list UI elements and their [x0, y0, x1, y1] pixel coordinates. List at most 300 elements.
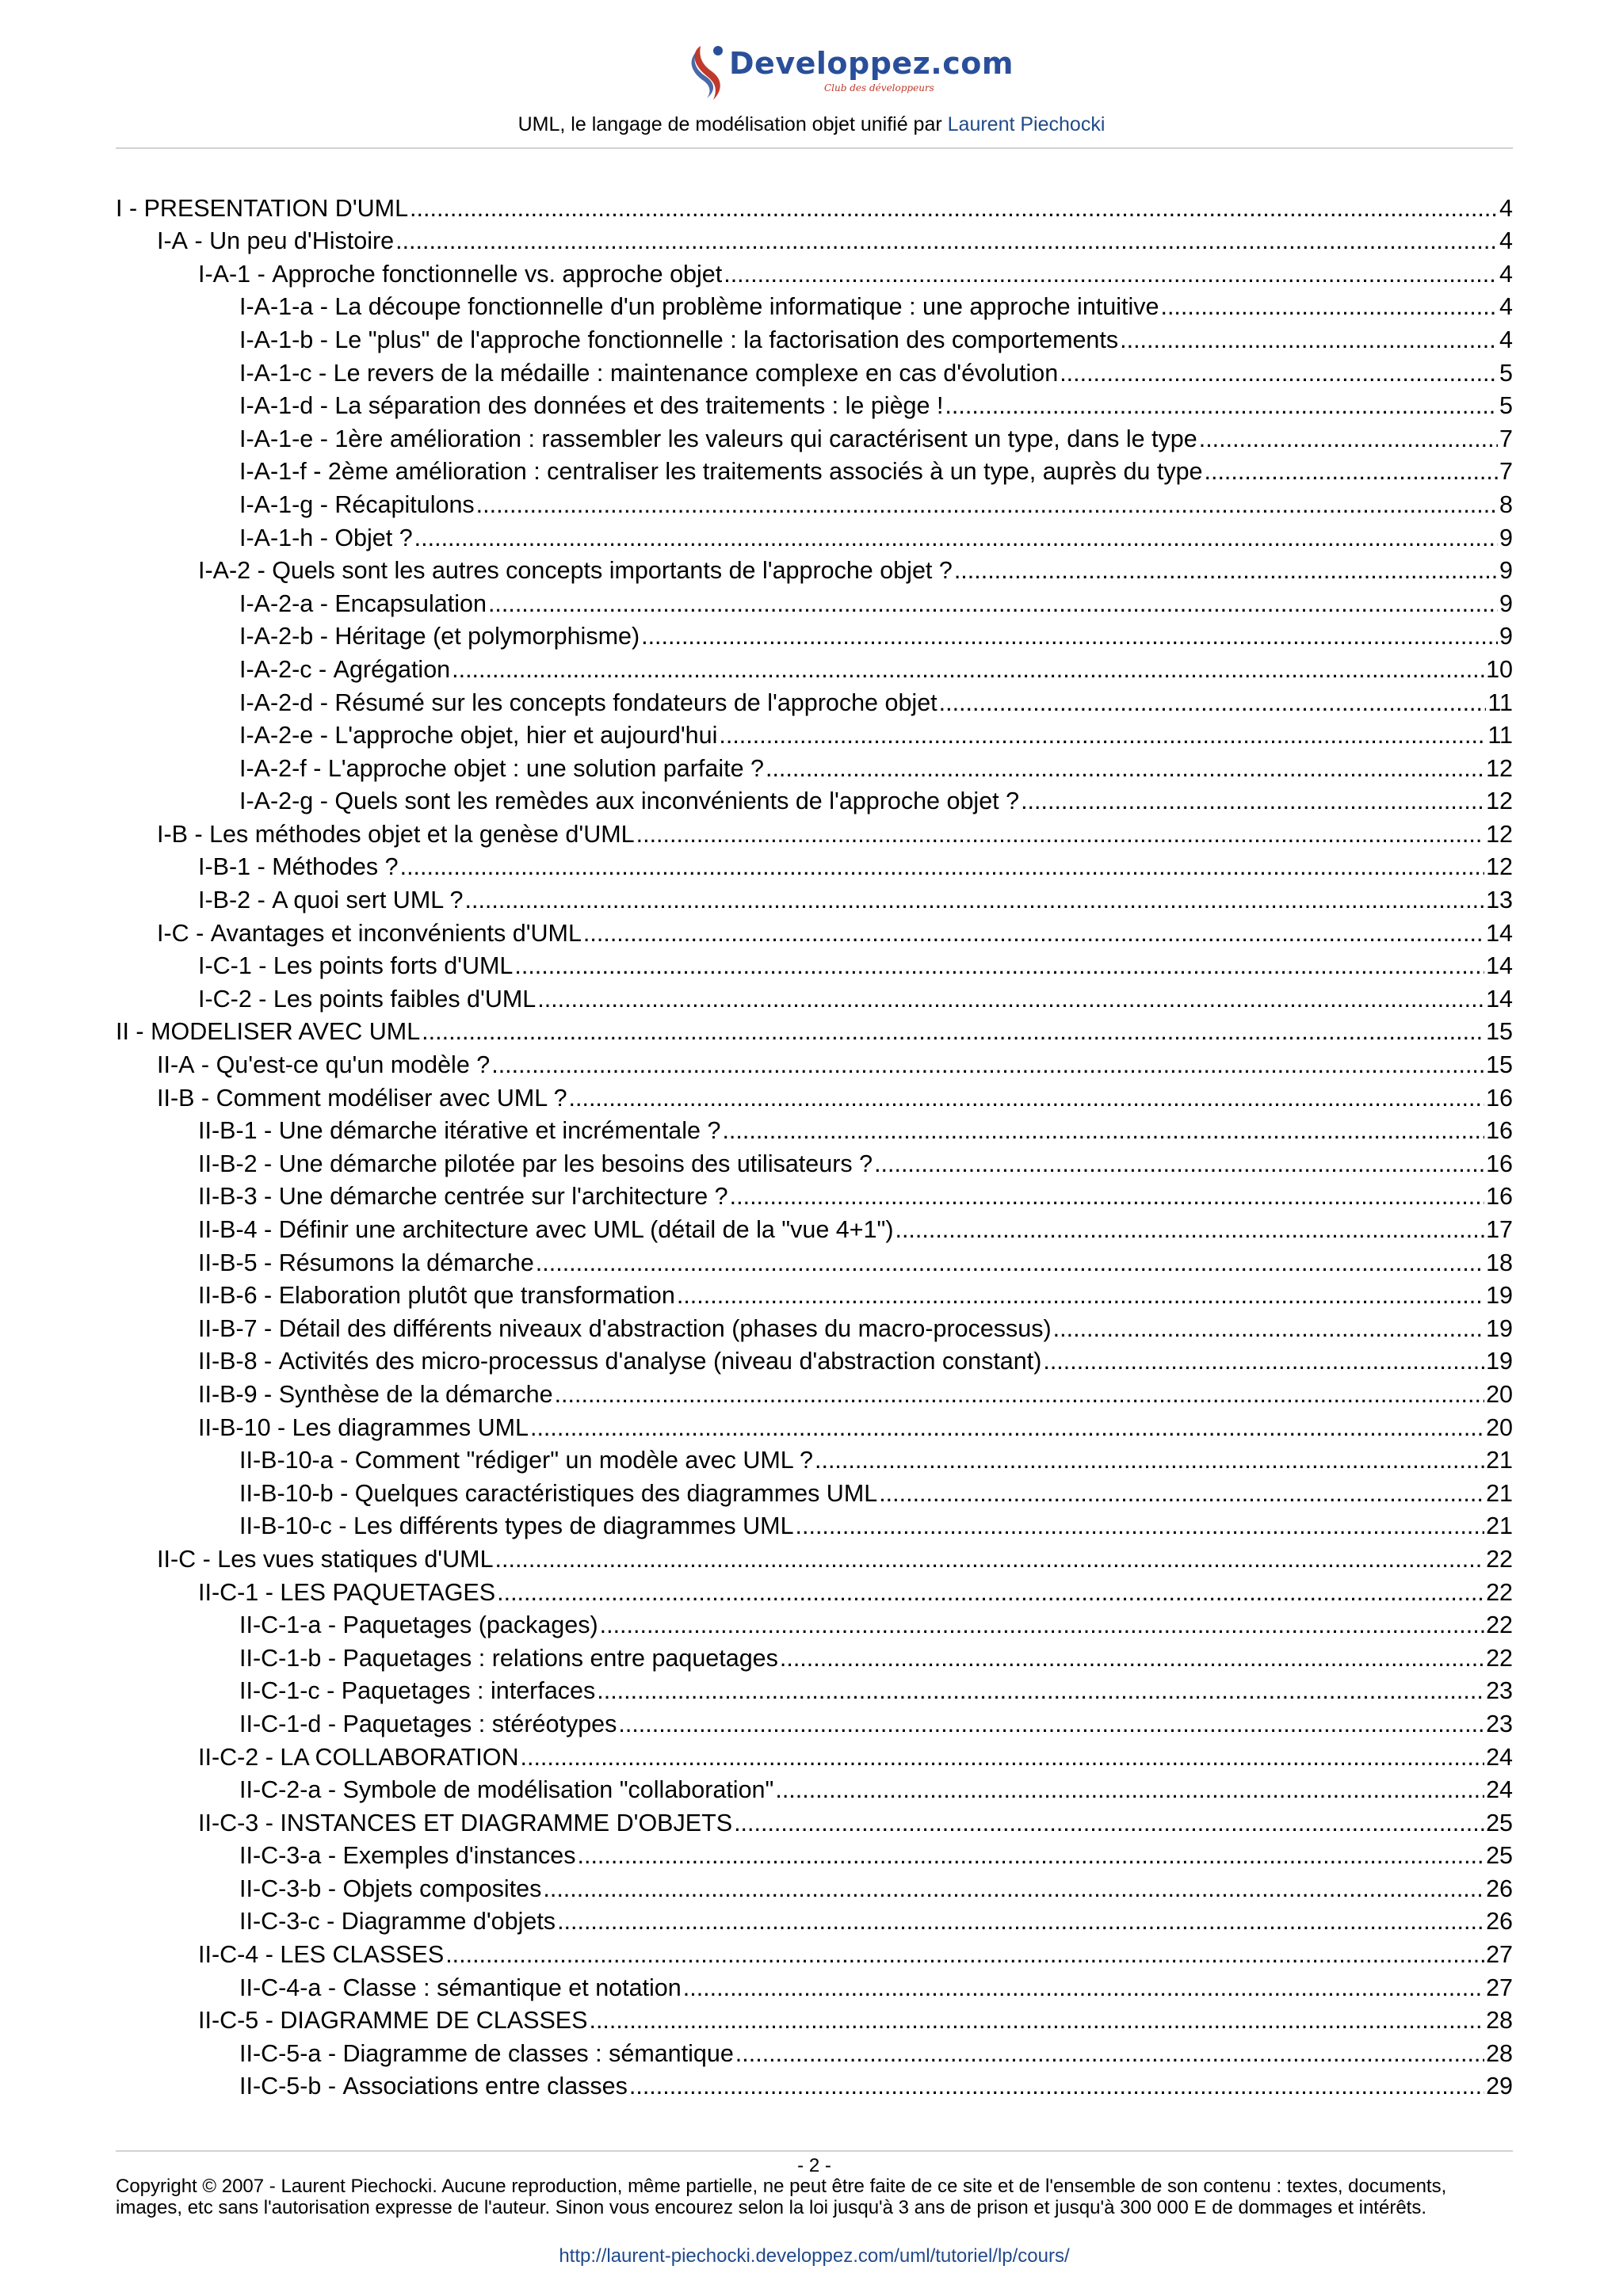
- toc-entry-title: Quelques caractéristiques des diagrammes UML: [354, 1479, 878, 1507]
- toc-dot-leader: [629, 2070, 1484, 2103]
- toc-entry-title: Héritage (et polymorphisme): [334, 623, 640, 650]
- toc-dot-leader: [734, 1807, 1484, 1840]
- toc-dot-leader: [735, 2038, 1484, 2070]
- toc-entry-separator: -: [257, 1183, 279, 1211]
- toc-dot-leader: [491, 1049, 1484, 1081]
- toc-entry-title: Méthodes ?: [272, 853, 399, 881]
- toc-entry[interactable]: [116, 1576, 1513, 1609]
- toc-entry-title: PRESENTATION D'UML: [143, 194, 409, 222]
- toc-entry-number: II-C-5-b: [239, 2073, 322, 2100]
- toc-entry[interactable]: [116, 1840, 1513, 1873]
- toc-entry[interactable]: [116, 917, 1513, 950]
- toc-entry-separator: -: [313, 589, 335, 617]
- toc-entry-title: Les diagrammes UML: [292, 1413, 529, 1441]
- toc-entry-title: Encapsulation: [334, 589, 487, 617]
- toc-entry-number: I-C-1: [198, 952, 252, 980]
- toc-entry-title: Quels sont les remèdes aux inconvénients de l'approche objet ?: [334, 788, 1020, 815]
- header-title-text: UML, le langage de modélisation objet unifié par: [517, 113, 948, 135]
- toc-entry-number: I-A-2-g: [239, 788, 314, 815]
- toc-entry-title: Exemples d'instances: [342, 1842, 576, 1870]
- toc-entry-title: Comment modéliser avec UML ?: [216, 1084, 567, 1112]
- toc-entry[interactable]: [116, 1675, 1513, 1708]
- toc-entry-page: 22: [1486, 1545, 1513, 1573]
- toc-entry[interactable]: [116, 225, 1513, 258]
- toc-dot-leader: [514, 950, 1484, 982]
- toc-entry[interactable]: [116, 291, 1513, 324]
- toc-entry-page: 21: [1486, 1512, 1513, 1540]
- toc-entry-number: II-B: [157, 1084, 195, 1112]
- toc-entry-separator: -: [319, 1908, 342, 1936]
- toc-entry-separator: -: [321, 1974, 343, 2001]
- toc-entry-page: 9: [1499, 557, 1513, 585]
- toc-entry-title: Les méthodes objet et la genèse d'UML: [209, 820, 635, 848]
- toc-entry-title: Diagramme de classes : sémantique: [342, 2039, 734, 2067]
- toc-entry-number: II-C: [157, 1545, 197, 1573]
- toc-entry[interactable]: [116, 2070, 1513, 2103]
- logo-tagline: Club des développeurs: [824, 82, 934, 93]
- toc-entry-title: Elaboration plutôt que transformation: [278, 1282, 675, 1310]
- toc-dot-leader: [495, 1543, 1485, 1576]
- toc-entry-separator: -: [313, 425, 335, 452]
- toc-entry[interactable]: [116, 950, 1513, 983]
- toc-entry-title: MODELISER AVEC UML: [151, 1018, 421, 1046]
- toc-entry-page: 20: [1486, 1380, 1513, 1408]
- toc-entry-page: 26: [1486, 1908, 1513, 1936]
- toc-dot-leader: [945, 390, 1498, 422]
- toc-entry[interactable]: [116, 1048, 1513, 1081]
- toc-entry-page: 15: [1486, 1018, 1513, 1046]
- toc-entry-page: 16: [1486, 1117, 1513, 1145]
- toc-entry-separator: -: [321, 1644, 343, 1672]
- toc-entry[interactable]: [116, 1543, 1513, 1576]
- toc-entry-title: INSTANCES ET DIAGRAMME D'OBJETS: [280, 1809, 733, 1836]
- toc-entry-number: I-A: [157, 227, 188, 255]
- toc-entry[interactable]: [116, 1905, 1513, 1939]
- toc-entry[interactable]: [116, 323, 1513, 357]
- toc-entry-title: Le revers de la médaille : maintenance complexe en cas d'évolution: [333, 359, 1059, 387]
- toc-entry-number: II-B-6: [198, 1282, 258, 1310]
- toc-entry-separator: -: [257, 1216, 279, 1243]
- toc-entry-number: I-B: [157, 820, 188, 848]
- toc-entry-separator: -: [333, 1447, 355, 1474]
- toc-entry-page: 14: [1486, 919, 1513, 947]
- toc-entry-page: 14: [1486, 952, 1513, 980]
- toc-entry-number: II-C-1-b: [239, 1644, 322, 1672]
- toc-entry-page: 9: [1499, 623, 1513, 650]
- toc-entry-page: 25: [1486, 1842, 1513, 1870]
- toc-entry-title: Récapitulons: [334, 490, 475, 518]
- toc-entry-title: Résumé sur les concepts fondateurs de l'approche objet: [334, 688, 938, 716]
- toc-entry-number: I-A-1: [198, 260, 251, 288]
- logo-text: Developpez.com: [729, 46, 1014, 81]
- toc-entry[interactable]: [116, 1411, 1513, 1444]
- toc-entry-page: 10: [1486, 655, 1513, 683]
- toc-entry-number: II-C-1-c: [239, 1677, 320, 1705]
- toc-entry-page: 27: [1486, 1974, 1513, 2001]
- copyright-notice: Copyright © 2007 - Laurent Piechocki. Aucune reproduction, même partielle, ne peut être faite de ce site et de l'ensemble de son contenu : textes, documents, images, etc sans l'autorisation expresse de l'auteur. Sinon vous encourez selon la loi jusqu'à 3 ans de prison et jusqu'à 300 000 E de dommages et intérêts.: [116, 2176, 1447, 2218]
- toc-entry-page: 19: [1486, 1282, 1513, 1310]
- toc-dot-leader: [497, 1577, 1484, 1609]
- toc-entry[interactable]: [116, 1081, 1513, 1115]
- toc-entry[interactable]: [116, 390, 1513, 423]
- toc-entry-number: I-A-1-h: [239, 524, 314, 551]
- toc-entry[interactable]: [116, 422, 1513, 456]
- toc-entry[interactable]: [116, 785, 1513, 818]
- toc-entry-title: LES CLASSES: [280, 1941, 445, 1969]
- header-author-link[interactable]: Laurent Piechocki: [947, 113, 1106, 135]
- toc-entry[interactable]: [116, 620, 1513, 654]
- toc-entry-separator: -: [196, 1545, 218, 1573]
- toc-entry-separator: -: [258, 1809, 281, 1836]
- toc-entry-page: 8: [1499, 490, 1513, 518]
- toc-entry-separator: -: [251, 952, 273, 980]
- toc-entry-page: 11: [1487, 688, 1513, 716]
- toc-entry-number: I-A-2: [198, 557, 251, 585]
- toc-entry-separator: -: [187, 227, 210, 255]
- toc-entry-title: Activités des micro-processus d'analyse (niveau d'abstraction constant): [278, 1348, 1042, 1375]
- toc-entry-page: 12: [1486, 788, 1513, 815]
- toc-entry-separator: -: [257, 1380, 279, 1408]
- toc-dot-leader: [557, 1905, 1484, 1938]
- toc-entry-number: I-A-1-g: [239, 490, 314, 518]
- toc-dot-leader: [730, 1180, 1484, 1213]
- toc-entry-page: 22: [1486, 1578, 1513, 1606]
- toc-entry-separator: -: [257, 1282, 279, 1310]
- toc-entry-title: 1ère amélioration : rassembler les valeurs qui caractérisent un type, dans le type: [334, 425, 1197, 452]
- toc-entry-page: 19: [1486, 1348, 1513, 1375]
- toc-entry-number: II-C-5: [198, 2007, 259, 2035]
- toc-entry-title: L'approche objet, hier et aujourd'hui: [334, 722, 718, 749]
- toc-entry[interactable]: [116, 357, 1513, 390]
- toc-entry-separator: -: [257, 1249, 279, 1276]
- toc-entry-number: II-B-7: [198, 1314, 258, 1342]
- toc-entry[interactable]: [116, 1707, 1513, 1741]
- toc-dot-leader: [780, 1642, 1484, 1675]
- toc-entry-number: I: [116, 194, 123, 222]
- toc-entry-title: Objets composites: [342, 1875, 542, 1902]
- toc-dot-leader: [476, 489, 1498, 521]
- toc-entry-number: II-B-9: [198, 1380, 258, 1408]
- toc-dot-leader: [583, 917, 1484, 950]
- toc-entry-title: Associations entre classes: [342, 2073, 628, 2100]
- toc-dot-leader: [395, 225, 1498, 257]
- toc-dot-leader: [683, 1972, 1484, 2004]
- toc-entry[interactable]: [116, 1378, 1513, 1411]
- toc-entry-number: II-B-10-a: [239, 1447, 334, 1474]
- toc-entry-separator: -: [313, 490, 335, 518]
- toc-entry-number: I-A-2-f: [239, 754, 307, 782]
- toc-entry[interactable]: [116, 883, 1513, 917]
- toc-entry[interactable]: [116, 1280, 1513, 1313]
- toc-dot-leader: [589, 2004, 1484, 2037]
- toc-entry-title: DIAGRAMME DE CLASSES: [280, 2007, 588, 2035]
- toc-entry-separator: -: [321, 2039, 343, 2067]
- toc-entry-title: Agrégation: [333, 655, 451, 683]
- toc-entry-page: 29: [1486, 2073, 1513, 2100]
- toc-entry-title: Une démarche itérative et incrémentale ?: [278, 1117, 721, 1145]
- toc-entry-separator: -: [257, 1117, 279, 1145]
- toc-entry[interactable]: [116, 851, 1513, 884]
- toc-entry-page: 11: [1487, 722, 1513, 749]
- toc-entry-title: Avantages et inconvénients d'UML: [210, 919, 582, 947]
- toc-dot-leader: [400, 851, 1484, 883]
- toc-entry-title: Synthèse de la démarche: [278, 1380, 553, 1408]
- toc-entry-separator: -: [321, 1875, 343, 1902]
- toc-entry-title: Les points faibles d'UML: [273, 985, 537, 1013]
- toc-entry-separator: -: [313, 688, 335, 716]
- toc-entry-title: La séparation des données et des traitements : le piège !: [334, 392, 944, 420]
- toc-entry[interactable]: [116, 488, 1513, 521]
- toc-dot-leader: [600, 1609, 1484, 1642]
- toc-entry[interactable]: [116, 1016, 1513, 1049]
- toc-entry-separator: -: [321, 1710, 343, 1737]
- toc-dot-leader: [1160, 291, 1498, 323]
- toc-entry-page: 9: [1499, 524, 1513, 551]
- toc-entry-page: 22: [1486, 1644, 1513, 1672]
- toc-entry-number: II-B-10: [198, 1413, 271, 1441]
- toc-entry-title: Comment "rédiger" un modèle avec UML ?: [354, 1447, 814, 1474]
- toc-entry[interactable]: [116, 1642, 1513, 1675]
- toc-dot-leader: [641, 620, 1498, 653]
- toc-entry-number: II-C-2: [198, 1743, 259, 1771]
- toc-entry[interactable]: [116, 1147, 1513, 1180]
- toc-entry-page: 16: [1486, 1084, 1513, 1112]
- toc-entry-title: Les différents types de diagrammes UML: [353, 1512, 794, 1540]
- toc-entry-title: Symbole de modélisation "collaboration": [342, 1776, 774, 1804]
- toc-entry-number: I-A-1-b: [239, 326, 314, 353]
- toc-entry-number: II-B-10-b: [239, 1479, 334, 1507]
- toc-entry-title: Classe : sémantique et notation: [342, 1974, 682, 2001]
- toc-entry[interactable]: [116, 1609, 1513, 1642]
- toc-entry-separator: -: [250, 557, 273, 585]
- toc-entry-title: Définir une architecture avec UML (détail de la "vue 4+1"): [278, 1216, 894, 1243]
- toc-entry-separator: -: [319, 1677, 342, 1705]
- toc-dot-leader: [879, 1478, 1484, 1510]
- toc-entry-page: 13: [1486, 887, 1513, 914]
- toc-entry-page: 14: [1486, 985, 1513, 1013]
- toc-dot-leader: [618, 1708, 1484, 1741]
- toc-entry-separator: -: [251, 985, 273, 1013]
- toc-dot-leader: [815, 1444, 1484, 1477]
- toc-dot-leader: [719, 719, 1486, 752]
- toc-dot-leader: [537, 983, 1484, 1016]
- toc-dot-leader: [722, 1115, 1484, 1147]
- toc-entry[interactable]: [116, 1806, 1513, 1840]
- toc-entry-title: Paquetages : interfaces: [341, 1677, 596, 1705]
- toc-entry-number: I-A-1-f: [239, 458, 307, 486]
- toc-entry[interactable]: [116, 1213, 1513, 1246]
- toc-entry-title: Objet ?: [334, 524, 413, 551]
- toc-entry[interactable]: [116, 521, 1513, 555]
- toc-entry-separator: -: [333, 1479, 355, 1507]
- toc-entry-separator: -: [306, 458, 328, 486]
- toc-dot-leader: [410, 193, 1498, 225]
- toc-dot-leader: [1053, 1313, 1484, 1345]
- toc-entry[interactable]: [116, 1774, 1513, 1807]
- toc-entry-separator: -: [250, 887, 273, 914]
- toc-entry-title: Un peu d'Histoire: [209, 227, 395, 255]
- toc-entry-page: 4: [1499, 293, 1513, 321]
- toc-entry-title: Résumons la démarche: [278, 1249, 534, 1276]
- toc-entry-number: I-A-2-b: [239, 623, 314, 650]
- toc-entry[interactable]: [116, 752, 1513, 785]
- table-of-contents: [116, 192, 1513, 2103]
- toc-entry-number: I-A-2-d: [239, 688, 314, 716]
- toc-entry-page: 19: [1486, 1314, 1513, 1342]
- toc-dot-leader: [1043, 1345, 1484, 1378]
- toc-entry-page: 28: [1486, 2007, 1513, 2035]
- toc-entry[interactable]: [116, 257, 1513, 291]
- toc-dot-leader: [1199, 423, 1498, 456]
- toc-entry-separator: -: [258, 2007, 281, 2035]
- toc-entry-page: 4: [1499, 194, 1513, 222]
- toc-entry[interactable]: [116, 456, 1513, 489]
- toc-entry[interactable]: [116, 653, 1513, 686]
- toc-entry-page: 16: [1486, 1150, 1513, 1177]
- header-divider: [116, 147, 1513, 149]
- toc-entry-page: 4: [1499, 227, 1513, 255]
- page-number: - 2 -: [797, 2155, 831, 2176]
- toc-entry[interactable]: [116, 1477, 1513, 1510]
- toc-entry-separator: -: [257, 1150, 279, 1177]
- toc-entry-separator: -: [313, 524, 335, 551]
- toc-entry-page: 7: [1499, 425, 1513, 452]
- toc-dot-leader: [530, 1412, 1484, 1444]
- toc-entry[interactable]: [116, 719, 1513, 753]
- toc-entry[interactable]: [116, 587, 1513, 620]
- toc-entry-separator: -: [258, 1578, 281, 1606]
- toc-entry-title: Une démarche centrée sur l'architecture ?: [278, 1183, 728, 1211]
- toc-dot-leader: [775, 1774, 1484, 1806]
- toc-entry-separator: -: [321, 1776, 343, 1804]
- toc-entry-page: 26: [1486, 1875, 1513, 1902]
- toc-entry-page: 18: [1486, 1249, 1513, 1276]
- toc-entry-number: II-B-8: [198, 1348, 258, 1375]
- toc-entry-number: I-A-1-c: [239, 359, 312, 387]
- toc-entry-number: II-C-3: [198, 1809, 259, 1836]
- toc-entry[interactable]: [116, 555, 1513, 588]
- toc-entry[interactable]: [116, 1510, 1513, 1543]
- toc-entry[interactable]: [116, 2037, 1513, 2070]
- toc-entry-title: LES PAQUETAGES: [280, 1578, 496, 1606]
- toc-entry-number: I-B-2: [198, 887, 251, 914]
- toc-entry-page: 23: [1486, 1710, 1513, 1737]
- toc-entry-separator: -: [313, 722, 335, 749]
- toc-entry[interactable]: [116, 818, 1513, 851]
- toc-entry-number: I-A-2-a: [239, 589, 314, 617]
- toc-entry-title: La découpe fonctionnelle d'un problème informatique : une approche intuitive: [334, 293, 1159, 321]
- toc-dot-leader: [543, 1873, 1484, 1905]
- toc-entry-number: II-C-1-d: [239, 1710, 322, 1737]
- toc-dot-leader: [578, 1840, 1485, 1872]
- toc-entry-page: 22: [1486, 1611, 1513, 1639]
- toc-entry-page: 21: [1486, 1447, 1513, 1474]
- toc-entry-number: I-A-1-a: [239, 293, 314, 321]
- toc-entry[interactable]: [116, 982, 1513, 1016]
- toc-entry[interactable]: [116, 1444, 1513, 1478]
- toc-entry-number: I-A-1-e: [239, 425, 314, 452]
- toc-entry[interactable]: [116, 686, 1513, 719]
- toc-entry-title: Qu'est-ce qu'un modèle ?: [216, 1051, 491, 1079]
- toc-entry-separator: -: [194, 1084, 216, 1112]
- toc-entry[interactable]: [116, 1741, 1513, 1774]
- toc-entry-separator: -: [313, 788, 335, 815]
- toc-entry-title: Paquetages : relations entre paquetages: [342, 1644, 778, 1672]
- toc-entry-page: 25: [1486, 1809, 1513, 1836]
- toc-entry-page: 21: [1486, 1479, 1513, 1507]
- toc-entry-separator: -: [250, 260, 273, 288]
- toc-entry-separator: -: [311, 655, 334, 683]
- page-header-title: [0, 113, 1623, 136]
- toc-entry-page: 5: [1499, 392, 1513, 420]
- toc-entry-title: Paquetages (packages): [342, 1611, 598, 1639]
- toc-entry-page: 4: [1499, 326, 1513, 353]
- toc-dot-leader: [766, 753, 1484, 785]
- toc-entry-separator: -: [257, 1314, 279, 1342]
- toc-entry-separator: -: [189, 919, 211, 947]
- toc-entry-title: Paquetages : stéréotypes: [342, 1710, 617, 1737]
- toc-dot-leader: [796, 1510, 1485, 1543]
- toc-dot-leader: [414, 522, 1498, 555]
- toc-dot-leader: [569, 1082, 1485, 1115]
- toc-entry-number: II-B-1: [198, 1117, 258, 1145]
- toc-entry-separator: -: [122, 194, 144, 222]
- toc-entry-number: II-B-4: [198, 1216, 258, 1243]
- toc-entry-number: II-C-2-a: [239, 1776, 322, 1804]
- developpez-logo[interactable]: [683, 41, 1014, 105]
- toc-entry-title: Une démarche pilotée par les besoins des utilisateurs ?: [278, 1150, 873, 1177]
- footer-url-link[interactable]: http://laurent-piechocki.developpez.com/uml/tutoriel/lp/cours/: [559, 2245, 1070, 2267]
- toc-dot-leader: [954, 555, 1498, 587]
- toc-entry-page: 5: [1499, 359, 1513, 387]
- toc-dot-leader: [521, 1741, 1485, 1774]
- toc-entry-separator: -: [313, 293, 335, 321]
- toc-entry[interactable]: [116, 1180, 1513, 1214]
- toc-entry[interactable]: [116, 2004, 1513, 2038]
- toc-entry-page: 27: [1486, 1941, 1513, 1969]
- toc-entry-number: II-C-1-a: [239, 1611, 322, 1639]
- toc-entry[interactable]: [116, 1312, 1513, 1345]
- toc-entry[interactable]: [116, 192, 1513, 225]
- toc-entry-page: 7: [1499, 458, 1513, 486]
- toc-entry-page: 28: [1486, 2039, 1513, 2067]
- toc-entry-number: I-C: [157, 919, 189, 947]
- toc-entry-title: 2ème amélioration : centraliser les traitements associés à un type, auprès du type: [327, 458, 1203, 486]
- toc-entry-separator: -: [187, 820, 210, 848]
- toc-entry[interactable]: [116, 1938, 1513, 1971]
- toc-entry-number: I-C-2: [198, 985, 252, 1013]
- toc-entry-separator: -: [257, 1348, 279, 1375]
- toc-entry-title: Approche fonctionnelle vs. approche objet: [272, 260, 723, 288]
- toc-dot-leader: [422, 1016, 1484, 1048]
- toc-entry-separator: -: [270, 1413, 292, 1441]
- toc-entry-title: L'approche objet : une solution parfaite ?: [327, 754, 764, 782]
- toc-entry[interactable]: [116, 1971, 1513, 2004]
- toc-entry-number: II-C-3-c: [239, 1908, 320, 1936]
- toc-entry-page: 15: [1486, 1051, 1513, 1079]
- toc-entry-number: II-B-2: [198, 1150, 258, 1177]
- toc-dot-leader: [939, 687, 1487, 719]
- toc-entry-title: A quoi sert UML ?: [272, 887, 464, 914]
- toc-dot-leader: [445, 1939, 1484, 1971]
- toc-dot-leader: [1060, 357, 1498, 390]
- toc-entry[interactable]: [116, 1246, 1513, 1280]
- toc-entry[interactable]: [116, 1115, 1513, 1148]
- toc-entry-page: 16: [1486, 1183, 1513, 1211]
- toc-entry[interactable]: [116, 1345, 1513, 1379]
- toc-entry[interactable]: [116, 1872, 1513, 1905]
- toc-entry-separator: -: [311, 359, 334, 387]
